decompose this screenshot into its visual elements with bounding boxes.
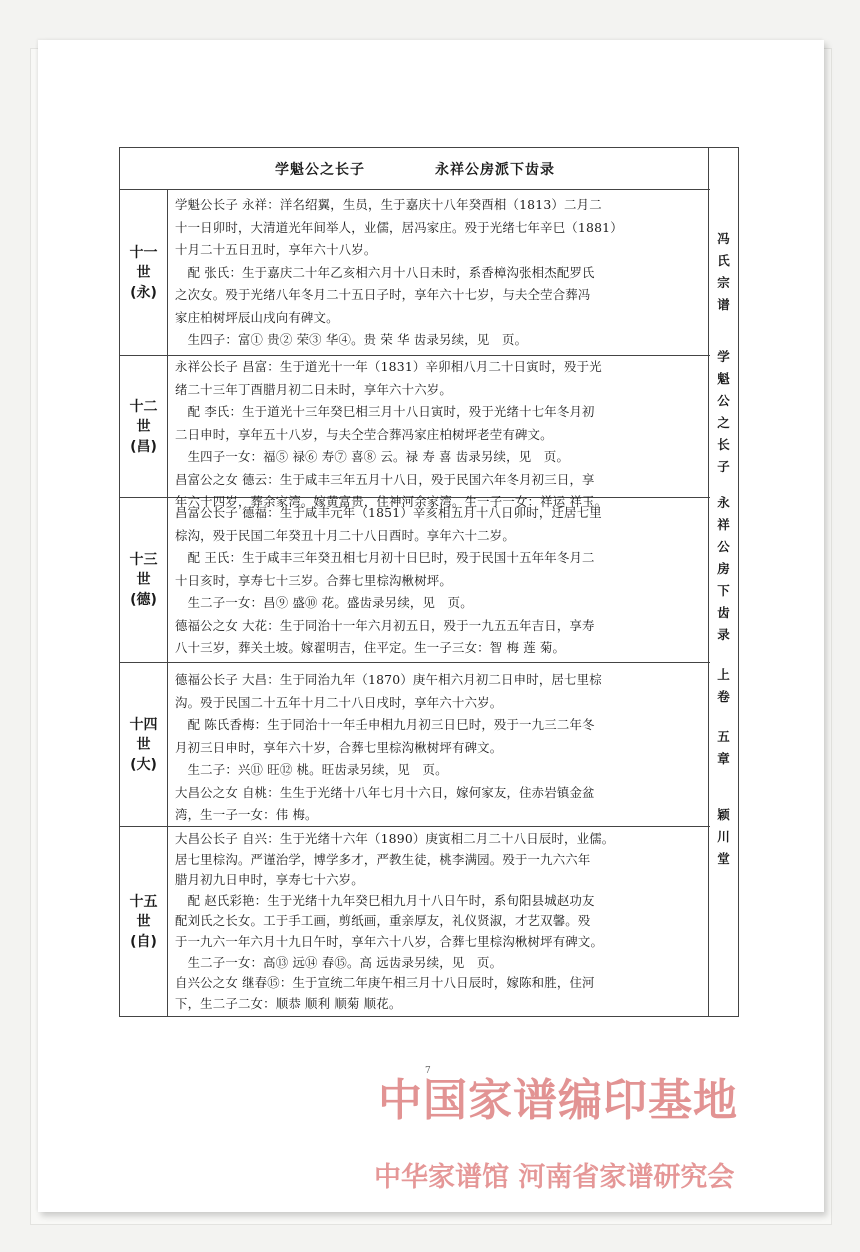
generation-record: 德福公长子 大昌：生于同治九年（1870）庚午相六月初二日申时，居七里棕 沟。殁于民国二十五年十月二十八日戌时，享年六十六岁。 配 陈氏香梅：生于同治十一年壬申相九月初三日巳时，殁于一九三二年冬 月初三日申时，享年六十岁，合葬七里棕沟楸树坪有碑文。 生二子：兴⑪ 旺⑫ 桃。旺齿录另续，见 页。 大昌公之女 自桃：生生于光绪十八年七月十六日，嫁何家友，住赤岩镇金盆 湾，生一子一女：伟 梅。 — [175, 672, 602, 822]
generation-label: 十三 世 (德) — [120, 498, 168, 662]
generation-label: 十四 世 (大) — [120, 663, 168, 826]
title-right: 永祥公房派下齿录 — [435, 161, 555, 178]
title-left: 学魁公之长子 — [275, 161, 365, 178]
side-book-title: 冯 氏 宗 谱 — [717, 231, 730, 312]
side-branch: 永 祥 公 房 下 齿 录 — [717, 495, 730, 642]
generation-row — [120, 190, 710, 356]
generation-record: 大昌公长子 自兴：生于光绪十六年（1890）庚寅相二月二十八日辰时，业儒。 居七里棕沟。严谨治学，博学多才，严教生徒，桃李满园。殁于一九六六年 腊月初九日申时，享寿七十六岁。 配 赵氏彩艳：生于光绪十九年癸巳相九月十八日午时，系旬阳县城赵功友 配刘氏之长女。工于手工画，剪纸画，重亲厚友，礼仪贤淑，才艺双馨。殁 于一九六一年六月十九日午时，享年六十八岁，合葬七里棕沟楸树坪有碑文。 生二子一女：高⑬ 远⑭ 春⑮。高 远齿录另续，见 页。 自兴公之女 继春⑮：生于宣统二年庚午相三月十八日辰时，嫁陈和胜，住河 下，生二子二女：顺恭 顺利 顺菊 顺花。 — [175, 831, 615, 1011]
generation-row — [120, 827, 710, 1016]
side-section: 学 魁 公 之 长 子 — [717, 349, 730, 474]
side-chapter: 五 章 — [717, 729, 730, 766]
generation-record: 永祥公长子 昌富：生于道光十一年（1831）辛卯相八月二十日寅时，殁于光 绪二十三年丁酉腊月初二日未时，享年六十六岁。 配 李氏：生于道光十三年癸巳相三月十八日寅时，殁于光绪十七年冬月初 二日申时，享年五十八岁，与夫仝茔合葬冯家庄柏树坪老茔有碑文。 生四子一女：福⑤ 禄⑥ 寿⑦ 喜⑧ 云。禄 寿 喜 齿录另续，见 页。 昌富公之女 德云：生于咸丰三年五月十八日，殁于民国六年冬月初三日，享 年六十四岁，葬余家湾。嫁黄富贵，住神河余家湾。生一子一女：祥运 祥玉。 — [175, 359, 608, 509]
generation-row — [120, 663, 710, 827]
watermark-base-title: 中国家谱编印基地 — [378, 1075, 738, 1126]
generation-record: 昌富公长子 德福：生于咸丰元年（1851）辛亥相五月十八日卯时，迁居七里 棕沟，殁于民国二年癸丑十月二十八日酉时。享年六十二岁。 配 王氏：生于咸丰三年癸丑相七月初十日巳时，殁于民国十五年年冬月二 十日亥时，享寿七十三岁。合葬七里棕沟楸树坪。 生二子一女：昌⑨ 盛⑩ 花。盛齿录另续，见 页。 德福公之女 大花：生于同治十一年六月初五日，殁于一九五五年吉日，享寿 八十三岁，葬关土坡。嫁翟明吉，住平定。生一子三女：智 梅 莲 菊。 — [175, 505, 602, 655]
generation-row — [120, 498, 710, 663]
generation-label: 十二 世 (昌) — [120, 356, 168, 497]
generation-record: 学魁公长子 永祥：洋名绍翼，生员，生于嘉庆十八年癸酉相（1813）二月二 十一日卯时，大清道光年间举人，业儒，居冯家庄。殁于光绪七年辛巳（1881） 十月二十五日丑时，享年六十八岁。 配 张氏：生于嘉庆二十年乙亥相六月十八日未时，系香樟沟张相杰配罗氏 之次女。殁于光绪八年冬月二十五日子时，享年六十七岁，与夫仝茔合葬冯 家庄柏树坪辰山戌向有碑文。 生四子：富① 贵② 荣③ 华④。贵 荣 华 齿录另续，见 页。 — [175, 197, 623, 347]
generation-label: 十五 世 (自) — [120, 827, 168, 1016]
generation-row — [120, 356, 710, 509]
generation-label: 十一 世 (永) — [120, 190, 168, 355]
table-title — [120, 148, 710, 190]
side-hall-name: 颖 川 堂 — [717, 807, 730, 866]
side-volume: 上 卷 — [717, 667, 730, 704]
watermark-org-names: 中华家谱馆 河南省家谱研究会 — [374, 1162, 735, 1193]
side-column — [708, 148, 738, 1016]
genealogy-table — [119, 147, 739, 1017]
page-number: 7 — [425, 1066, 431, 1076]
